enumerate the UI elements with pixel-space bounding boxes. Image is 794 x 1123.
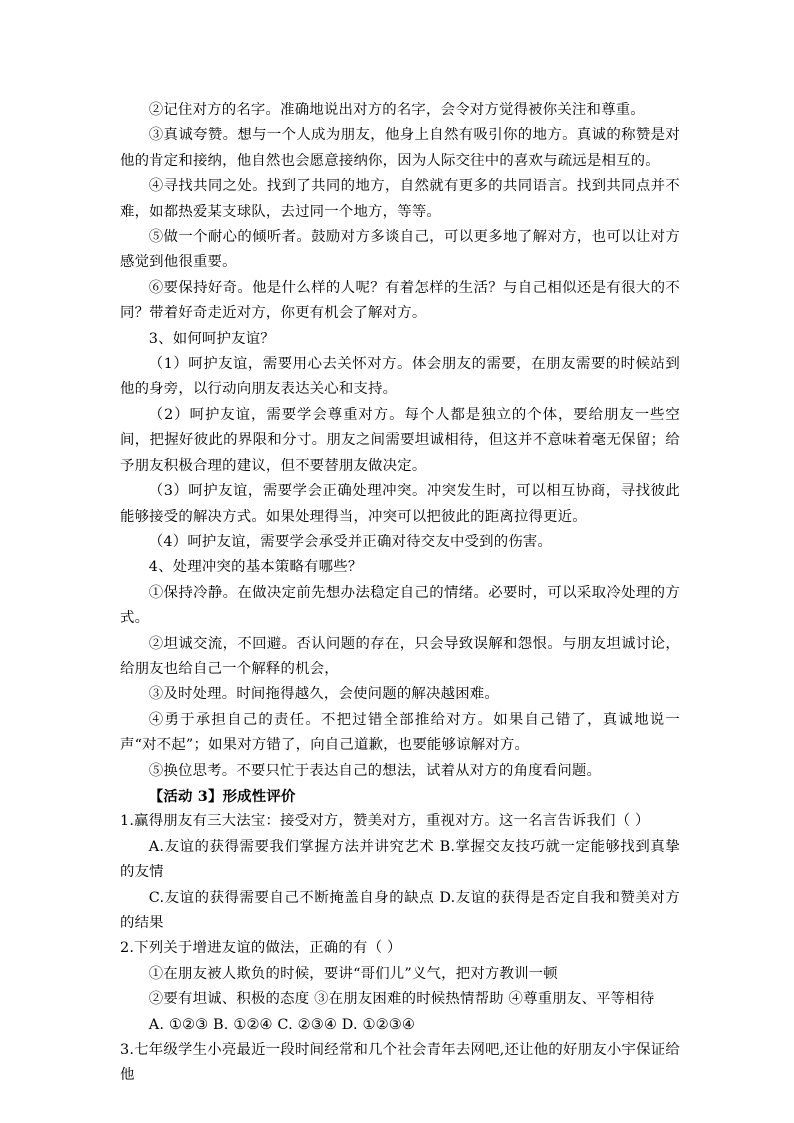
- paragraph-remember-name: ②记住对方的名字。准确地说出对方的名字，会令对方觉得被你关注和尊重。: [148, 102, 645, 118]
- paragraph-stay-calm: ①保持冷静。在做决定前先想办法稳定自己的情绪。必要时，可以采取冷处理的方式。: [120, 584, 680, 627]
- question-2-item-1: ①在朋友被人欺负的时候，要讲“哥们儿”义气，把对方教训一顿: [148, 965, 558, 982]
- paragraph-honest-communication: ②坦诚交流，不回避。否认问题的存在，只会导致误解和怨恨。与朋友坦诚讨论，给朋友也给自己一个解释的机会，: [120, 635, 680, 677]
- heading-protect-friendship: 3、如何呵护友谊？: [148, 330, 275, 347]
- paragraph-common-ground: ④寻找共同之处。找到了共同的地方，自然就有更多的共同语言。找到共同点并不难，如都热爱某支球队，去过同一个地方，等等。: [120, 178, 680, 220]
- question-1-options-cd: C.友谊的获得需要自己不断掩盖自身的缺点 D.友谊的获得是否定自我和赞美对方的结果: [120, 889, 680, 931]
- paragraph-protect-4: （4）呵护友谊，需要学会承受并正确对待交友中受到的伤害。: [148, 533, 553, 550]
- question-2-items-2-4: ②要有坦诚、积极的态度 ③在朋友困难的时候热情帮助 ④尊重朋友、平等相待: [148, 991, 655, 1008]
- question-1-options-ab: A.友谊的获得需要我们掌握方法并讲究艺术 B.掌握交友技巧就一定能够找到真挚的友情: [120, 838, 680, 881]
- paragraph-stay-curious: ⑥要保持好奇。他是什么样的人呢？有着怎样的生活？与自己相似还是有很大的不同？带着好奇走近对方，你更有机会了解对方。: [120, 279, 680, 322]
- paragraph-timely-handling: ③及时处理。时间拖得越久，会使问题的解决越困难。: [148, 686, 499, 703]
- paragraph-sincere-praise: ③真诚夸赞。想与一个人成为朋友，他身上自然有吸引你的地方。真诚的称赞是对他的肯定和接纳，他自然也会愿意接纳你，因为人际交往中的喜欢与疏远是相互的。: [120, 127, 680, 169]
- document-body: [120, 98, 680, 1089]
- paragraph-protect-1: （1）呵护友谊，需要用心去关怀对方。体会朋友的需要，在朋友需要的时候站到他的身旁，以行动向朋友表达关心和支持。: [120, 356, 680, 398]
- question-3-stem: 3.七年级学生小亮最近一段时间经常和几个社会青年去网吧,还让他的好朋友小宇保证给他: [120, 1042, 680, 1084]
- question-2-choices: A. ①②③ B. ①②④ C. ②③④ D. ①②③④: [148, 1016, 415, 1033]
- paragraph-protect-2: （2）呵护友谊，需要学会尊重对方。每个人都是独立的个体，要给朋友一些空间，把握好彼此的界限和分寸。朋友之间需要坦诚相待，但这并不意味着毫无保留；给予朋友积极合理的建议，但不要替朋友做决定。: [120, 406, 680, 474]
- question-2-stem: 2.下列关于增进友谊的做法，正确的有（ ）: [120, 940, 402, 957]
- question-1-stem: 1.赢得朋友有三大法宝：接受对方，赞美对方，重视对方。这一名言告诉我们（ ）: [120, 813, 650, 830]
- paragraph-protect-3: （3）呵护友谊，需要学会正确处理冲突。冲突发生时，可以相互协商，寻找彼此能够接受的解决方式。如果处理得当，冲突可以把彼此的距离拉得更近。: [120, 483, 680, 525]
- paragraph-take-responsibility: ④勇于承担自己的责任。不把过错全部推给对方。如果自己错了，真诚地说一声“对不起”；如果对方错了，向自己道歉，也要能够谅解对方。: [120, 711, 680, 754]
- activity-heading: 【活动 3】形成性评价: [148, 787, 296, 805]
- paragraph-patient-listener: ⑤做一个耐心的倾听者。鼓励对方多谈自己，可以更多地了解对方，也可以让对方感觉到他很重要。: [120, 229, 680, 271]
- heading-conflict-strategies: 4、处理冲突的基本策略有哪些？: [148, 559, 363, 576]
- paragraph-empathy: ⑤换位思考。不要只忙于表达自己的想法，试着从对方的角度看问题。: [148, 762, 602, 779]
